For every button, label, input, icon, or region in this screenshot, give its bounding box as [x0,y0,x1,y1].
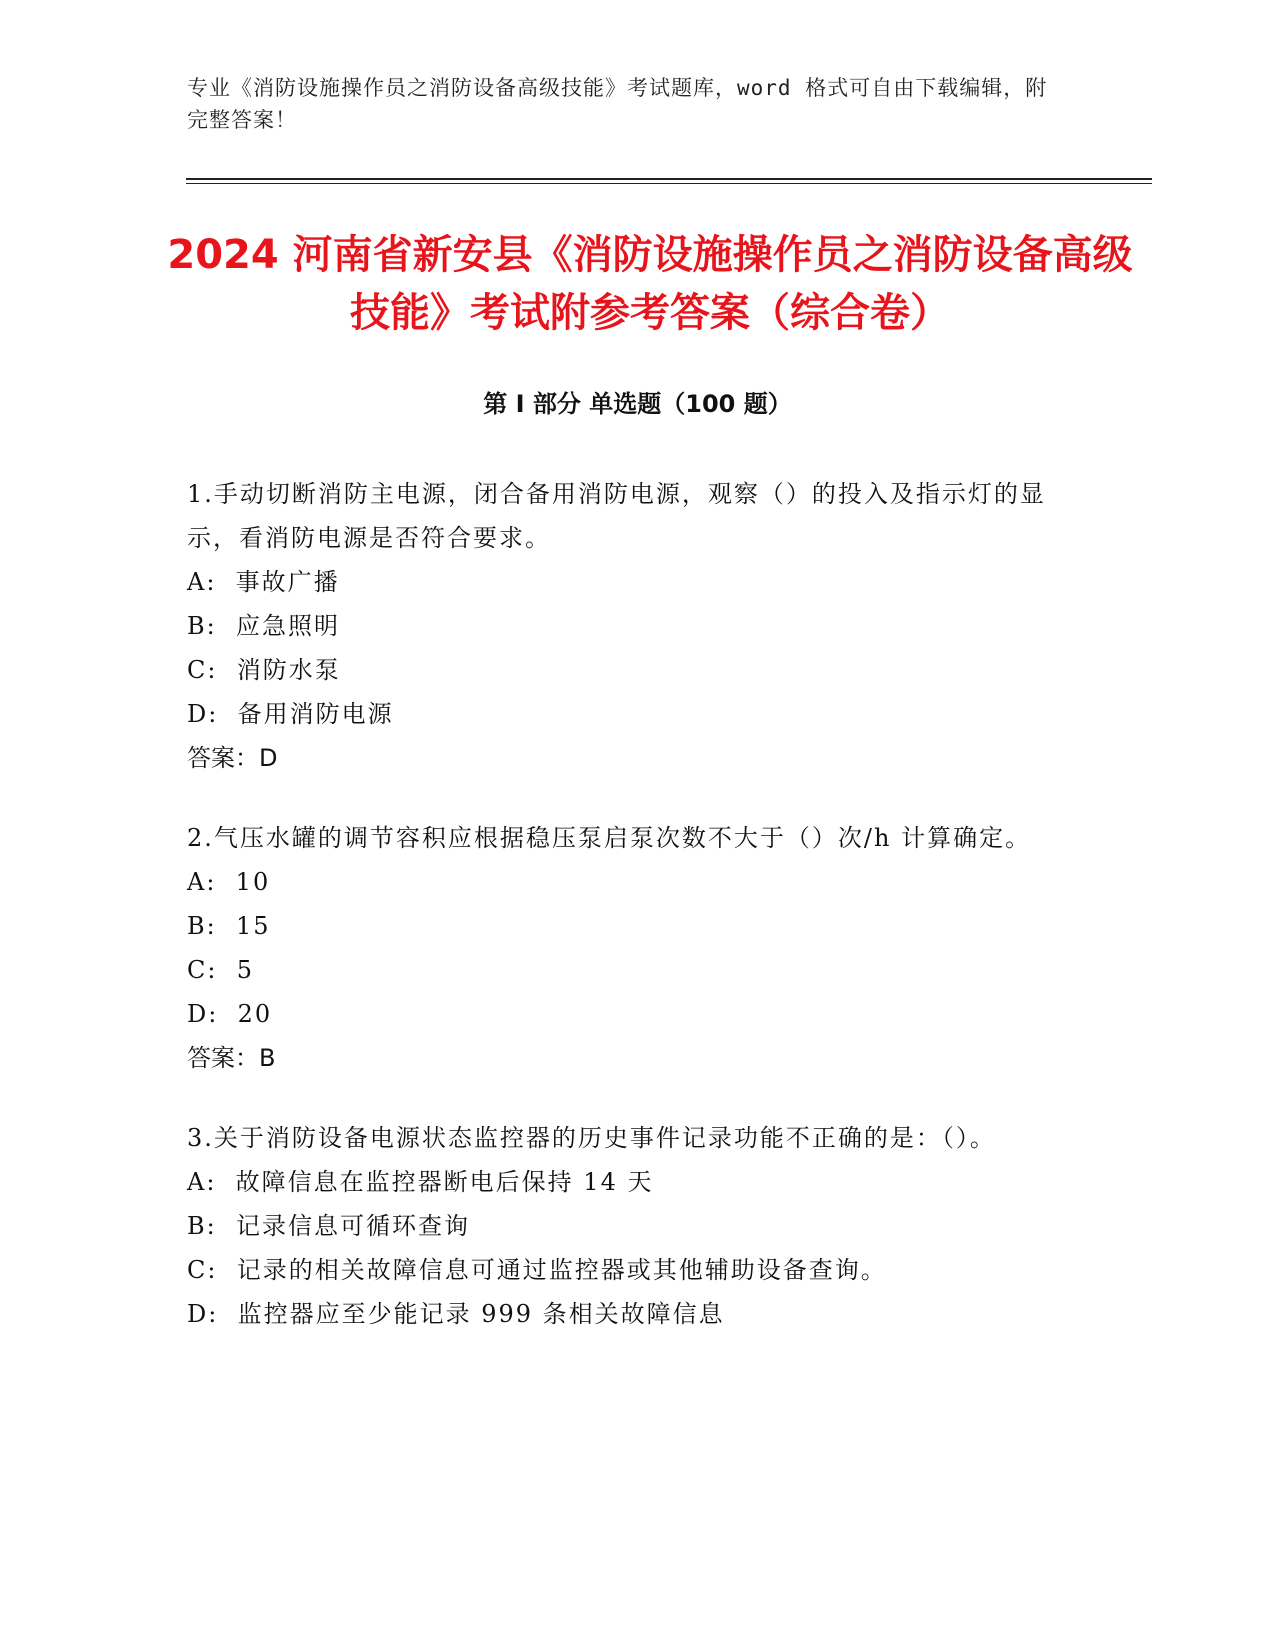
question-stem: 1.手动切断消防主电源，闭合备用消防电源，观察（）的投入及指示灯的显示，看消防电源是否符合要求。 [187,480,1046,552]
option-c: C: 消防水泵 [187,656,341,684]
option-a: A: 10 [187,868,271,896]
option-d: D: 备用消防电源 [187,700,394,728]
answer: 答案：B [187,1044,276,1072]
document-title: 2024 河南省新安县《消防设施操作员之消防设备高级技能》考试附参考答案（综合卷） [167,232,1133,336]
option-c: C: 记录的相关故障信息可通过监控器或其他辅助设备查询。 [187,1256,887,1284]
header-divider-thin [186,183,1152,184]
option-c: C: 5 [187,956,254,984]
question-stem: 2.气压水罐的调节容积应根据稳压泵启泵次数不大于（）次/h 计算确定。 [187,824,1032,852]
question-3 [187,1116,1067,1336]
question-1 [187,472,1067,780]
option-d: D: 20 [187,1000,273,1028]
question-stem: 3.关于消防设备电源状态监控器的历史事件记录功能不正确的是：（）。 [187,1124,996,1152]
header-divider [186,178,1152,180]
header-note: 专业《消防设施操作员之消防设备高级技能》考试题库，word 格式可自由下载编辑，附完整答案！ [187,76,1048,132]
question-2 [187,816,1067,1080]
section-heading: 第 I 部分 单选题（100 题） [483,390,792,418]
option-a: A: 故障信息在监控器断电后保持 14 天 [187,1168,654,1196]
question-list [187,472,1067,1372]
option-b: B: 记录信息可循环查询 [187,1212,470,1240]
option-b: B: 应急照明 [187,612,340,640]
option-d: D: 监控器应至少能记录 999 条相关故障信息 [187,1300,725,1328]
answer: 答案：D [187,744,278,772]
option-a: A: 事故广播 [187,568,340,596]
option-b: B: 15 [187,912,271,940]
